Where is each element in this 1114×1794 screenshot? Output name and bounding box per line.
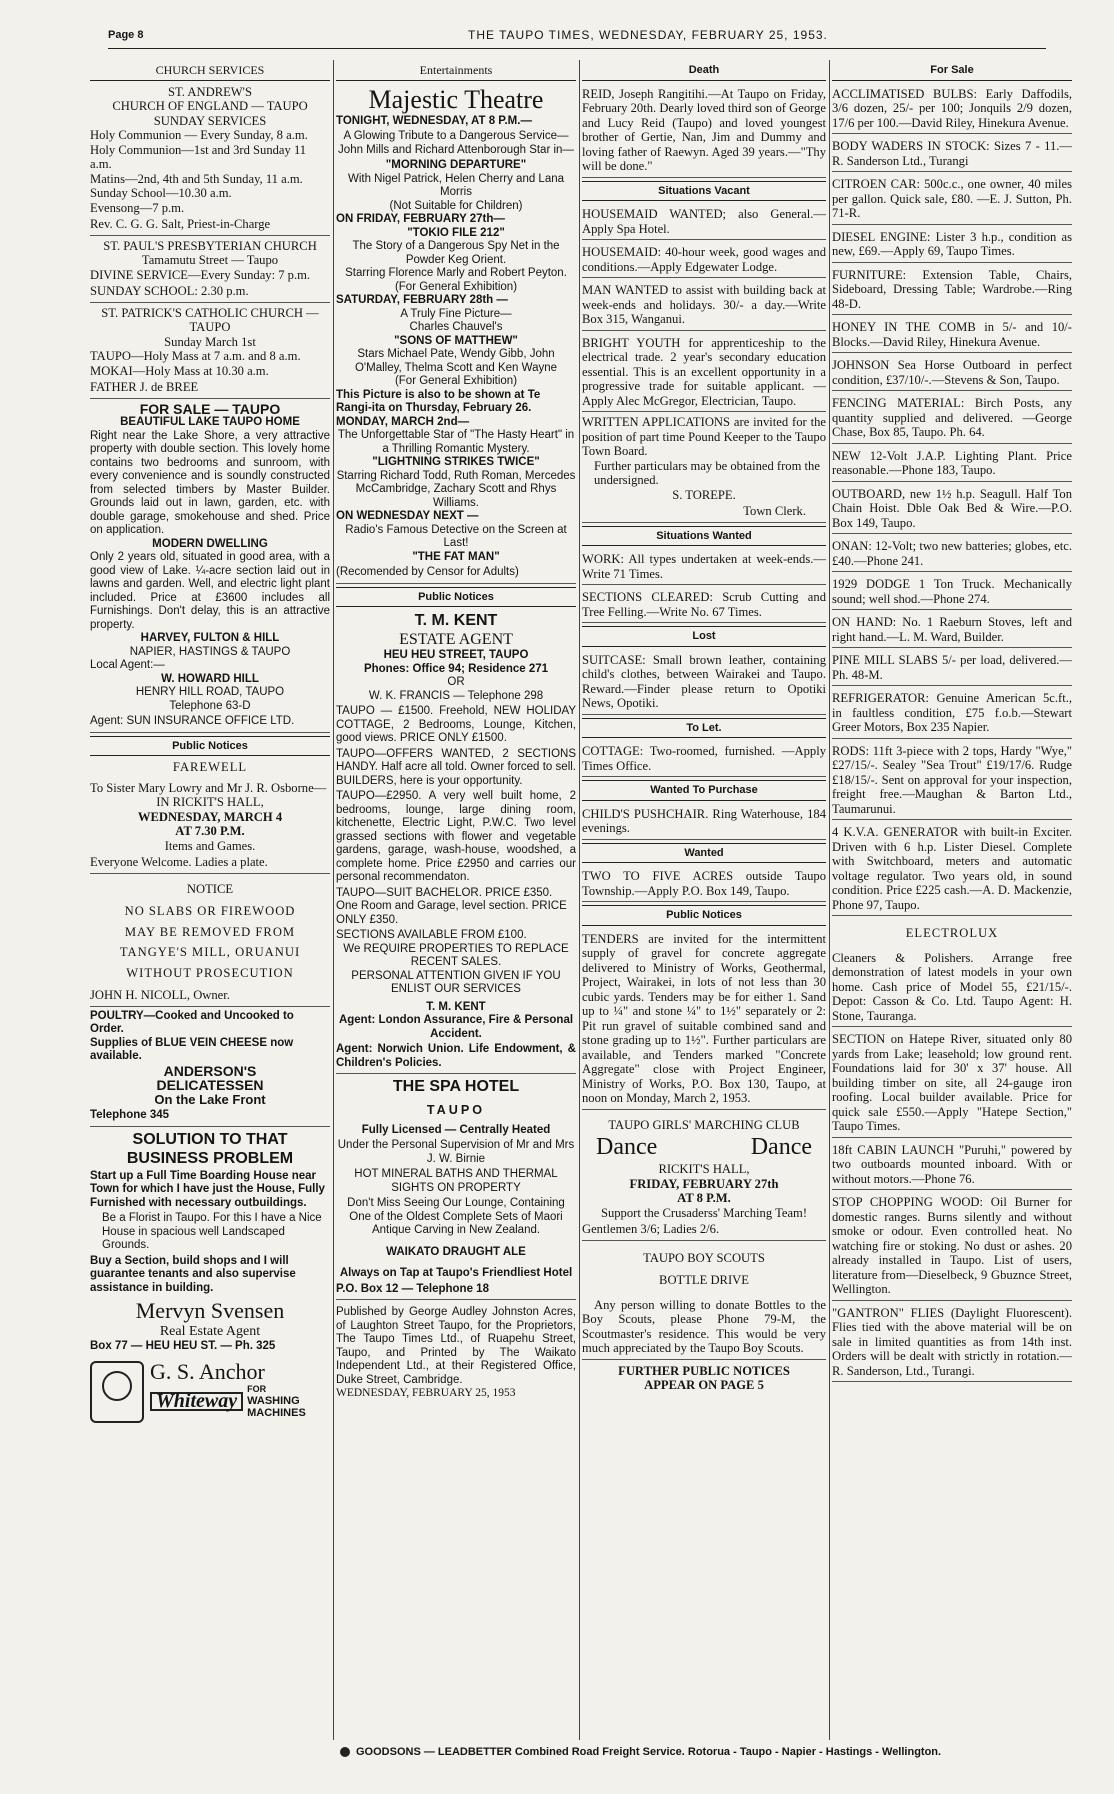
property-listing: PERSONAL ATTENTION GIVEN IF YOU ENLIST OUR SERVICES [351, 969, 561, 995]
dance-heading: Dance [596, 1134, 658, 1160]
film-blurb: A Truly Fine Picture— [400, 307, 512, 320]
property-listing: We REQUIRE PROPERTIES TO REPLACE RECENT SALES. [343, 942, 569, 968]
logo-text: FOR [247, 1384, 267, 1395]
agent-label: Local Agent:— [90, 659, 165, 671]
service-line: Evensong—7 p.m. [90, 200, 185, 215]
agent-or: OR [447, 676, 465, 688]
insurance-agent: Agent: Norwich Union. Life Endowment, & Children's Policies. [336, 1041, 576, 1074]
section-heading: Situations Vacant [582, 181, 826, 202]
classified-ad: PINE MILL SLABS 5/- per load, delivered.—Ph. 48-M. [832, 651, 1072, 686]
hotel-name: THE SPA HOTEL [392, 1078, 520, 1095]
hotel-location: TAUPO [426, 1103, 486, 1117]
column-divider [829, 60, 830, 1740]
agent-title: Real Estate Agent [159, 1324, 261, 1339]
insurance-agent: Agent: London Assurance, Fire & Personal Accident. [338, 1014, 574, 1040]
church-name: ST. ANDREW'S [168, 84, 252, 99]
column-divider [333, 60, 334, 1740]
deli-phone: Telephone 345 [90, 1107, 330, 1127]
film-blurb: A Glowing Tribute to a Dangerous Service—John Mills and Richard Attenborough Star in— [338, 130, 574, 156]
church-name: ST. PAUL'S PRESBYTERIAN CHURCH [103, 238, 317, 253]
death-notice: REID, Joseph Rangitihi.—At Taupo on Friday, February 20th. Dearly loved third son of George and Lucy Reid (Taupo) and loved youngest brother of Gertie, Nan, Jim and Dummy and loving father of Raewyn. Aged 39 years.—"Thy will be done." [582, 85, 826, 178]
classified-ad: SECTIONS CLEARED: Scrub Cutting and Tree Felling.—Write No. 67 Times. [582, 588, 826, 623]
agent-name: W. HOWARD HILL [161, 672, 259, 685]
property-listing: SECTIONS AVAILABLE FROM £100. [336, 929, 527, 941]
service-line: MOKAI—Holy Mass at 10.30 a.m. [90, 363, 269, 378]
classified-ad: COTTAGE: Two-roomed, furnished. —Apply Times Office. [582, 742, 826, 777]
bottle-drive-text: Any person willing to donate Bottles to the Boy Scouts, please Phone 79-M, the Scoutmaster's residence. This would be very much appreciated by the Taupo Boy Scouts. [582, 1296, 826, 1360]
agent-title: ESTATE AGENT [399, 631, 513, 648]
film-title: "SONS OF MATTHEW" [394, 334, 518, 347]
column-divider [579, 60, 580, 1740]
property-subheading: MODERN DWELLING [152, 537, 268, 550]
classified-ad: OUTBOARD, new 1½ h.p. Seagull. Half Ton Chain Hoist. Dble Oak Bed & Wire.—P.O. Box 149, Taupo. [832, 485, 1072, 535]
classified-ad: WORK: All types undertaken at week-ends.—Write 71 Times. [582, 550, 826, 585]
insurance-agent: Agent: SUN INSURANCE OFFICE LTD. [90, 713, 330, 733]
property-description: Only 2 years old, situated in good area, with a good view of Lake. ¼-acre section laid out in lawns and garden. Well, and electric light plant included. Price at £3600 includes all Furnishings. Don't delay, this is an attractive property. [90, 551, 330, 631]
classified-ad: FURNITURE: Extension Table, Chairs, Sideboard, Dressing Table; Wardrobe.—Ring 48-D. [832, 266, 1072, 316]
property-listing: TAUPO—OFFERS WANTED, 2 SECTIONS HANDY. Half acre all told. Owner forced to sell. BUILDERS, here is your opportunity. [336, 747, 576, 787]
classified-ad: SUITCASE: Small brown leather, containing child's clothes, between Wairakei and Taupo. Reward.—Finder please return to Opotiki News, Opotiki. [582, 651, 826, 715]
hotel-tagline: Always on Tap at Taupo's Friendliest Hotel [339, 1267, 573, 1279]
film-title: "LIGHTNING STRIKES TWICE" [372, 456, 540, 468]
section-heading: Public Notices [582, 905, 826, 926]
classified-ad: SECTION on Hatepe River, situated only 80 yards from Lake; leasehold; low ground rent. Foundations laid for 30' x 37' house. All building timber on site, all 24-gauge iron roofing. Local builder available. Price for quick sale £550.—Apply "Hatepe Section," Taupo Times. [832, 1030, 1072, 1138]
column-church-and-notices [90, 58, 330, 1738]
film-blurb: The Unforgettable Star of "The Hasty Heart" in a Thrilling Romantic Mystery. [337, 429, 575, 455]
whiteway-logo: Whiteway [150, 1392, 243, 1411]
film-rating: (For General Exhibition) [394, 280, 518, 293]
classified-ad: 4 K.V.A. GENERATOR with built-in Exciter. Driven with 6 h.p. Lister Diesel. Complete with Switchboard, meters and automatic voltage regulator. Two years old, in sound condition. Price £225 cash.—A. D. Mackenzie, Phone 97, Taupo. [832, 823, 1072, 916]
classified-ad: 1929 DODGE 1 Ton Truck. Mechanically sound; well shod.—Phone 274. [832, 575, 1072, 610]
film-blurb: Radio's Famous Detective on the Screen at Last! [345, 523, 567, 549]
page-header [108, 26, 1046, 48]
deli-name: DELICATESSEN [156, 1077, 264, 1093]
classified-ad: ACCLIMATISED BULBS: Early Daffodils, 3/6 dozen, 25/- per 100; Jonquils 2/9 dozen, 17/6 per 100.—David Riley, Hinekura Avenue. [832, 85, 1072, 135]
classified-ad: ON HAND: No. 1 Raeburn Stoves, left and right hand.—L. M. Ward, Builder. [832, 613, 1072, 648]
farewell-venue: IN RICKIT'S HALL, [156, 795, 264, 809]
classified-ad: WRITTEN APPLICATIONS are invited for the position of part time Pound Keeper to the Taupo Town Board. [582, 415, 826, 458]
for-sale-list [832, 85, 1072, 917]
notice-line: WITHOUT PROSECUTION [126, 965, 294, 980]
classified-ad: 18ft CABIN LAUNCH "Puruhi," powered by two outboards mounted inboard. With or without motors.—Phone 76. [832, 1141, 1072, 1191]
section-heading: Wanted To Purchase [582, 780, 826, 801]
column-entertainments [336, 58, 576, 1738]
film-cast: Stars Michael Pate, Wendy Gibb, John O'Malley, Thelma Scott and Ken Wayne [354, 348, 558, 374]
agent-address: HEU HEU STREET, TAUPO [383, 649, 529, 661]
bullet-icon [340, 1747, 350, 1757]
business-heading: BUSINESS PROBLEM [126, 1149, 294, 1167]
dance-heading: Dance [750, 1134, 812, 1160]
agent-name: HARVEY, FULTON & HILL [140, 632, 280, 644]
classified-ad: HOUSEMAID: 40-hour week, good wages and conditions.—Apply Edgewater Lodge. [582, 243, 826, 278]
dance-venue: RICKIT'S HALL, [658, 1162, 750, 1176]
church-name: CHURCH OF ENGLAND — TAUPO [112, 99, 308, 113]
agent-signature: Mervyn Svensen [135, 1298, 285, 1323]
clerk-title: Town Clerk. [582, 502, 826, 523]
logo-text: MACHINES [247, 1407, 306, 1420]
service-date: Sunday March 1st [164, 334, 256, 349]
film-cast: Starring Florence Marly and Robert Peyton. [345, 267, 567, 279]
agent-locations: NAPIER, HASTINGS & TAUPO [129, 645, 291, 658]
classified-ad: FENCING MATERIAL: Birch Posts, any quantity supplied and delivered. —George Chase, Box 85, Taupo. Ph. 64. [832, 394, 1072, 444]
hotel-features: HOT MINERAL BATHS AND THERMAL SIGHTS ON PROPERTY [354, 1168, 558, 1194]
classified-ad: Further particulars may be obtained from the undersigned. [594, 458, 820, 487]
services-heading: SUNDAY SERVICES [153, 113, 267, 128]
business-text: Be a Florist in Taupo. For this I have a Nice House in spacious well Landscaped Grounds. [102, 1212, 322, 1251]
classified-ad: JOHNSON Sea Horse Outboard in perfect condition, £37/10/-.—Stevens & Son, Taupo. [832, 356, 1072, 391]
business-heading: SOLUTION TO THAT [132, 1130, 288, 1148]
section-heading: To Let. [582, 718, 826, 739]
section-heading: Entertainments [336, 61, 576, 81]
footer-text: GOODSONS — LEADBETTER Combined Road Freight Service. Rotorua - Taupo - Napier - Hastings - Wellington. [356, 1746, 942, 1758]
dance-support: Support the Crusaderss' Marching Team! [600, 1205, 808, 1220]
column-classifieds [582, 58, 826, 1738]
section-heading: CHURCH SERVICES [90, 61, 330, 81]
section-heading: Wanted [582, 843, 826, 864]
section-heading: Situations Wanted [582, 526, 826, 547]
film-title: "TOKIO FILE 212" [407, 226, 505, 239]
bottle-drive-heading: BOTTLE DRIVE [659, 1273, 749, 1287]
property-listing: TAUPO — £1500. Freehold, NEW HOLIDAY COTTAGE, 2 Bedrooms, Lounge, Kitchen, good views. PRICE ONLY £1500. [336, 705, 576, 744]
scouts-name: TAUPO BOY SCOUTS [643, 1250, 765, 1265]
footer-banner [340, 1746, 1070, 1758]
deli-text: Supplies of BLUE VEIN CHEESE now available. [90, 1036, 294, 1062]
hotel-features: Fully Licensed — Centrally Heated [361, 1123, 551, 1136]
screening-note: This Picture is also to be shown at Te Rangi-ita on Thursday, February 26. [336, 388, 541, 414]
washing-machine-ad [90, 1358, 330, 1423]
service-line: DIVINE SERVICE—Every Sunday: 7 p.m. [90, 267, 311, 282]
film-cast: With Nigel Patrick, Helen Cherry and Lana Morris [347, 172, 565, 198]
property-listing: TAUPO—SUIT BACHELOR. PRICE £350. One Room and Garage, level section. PRICE ONLY £350. [336, 886, 567, 926]
further-notices: APPEAR ON PAGE 5 [644, 1378, 764, 1392]
dance-prices: Gentlemen 3/6; Ladies 2/6. [582, 1220, 826, 1241]
church-address: Tamamutu Street — Taupo [141, 253, 279, 267]
classified-ad: RODS: 11ft 3-piece with 2 tops, Hardy "Wye," £27/15/-. Sealey "Sea Trout" £19/17/6. Rudge £18/15/-. Sent on approval for your inspection, freight free.—Maughan & Barton Ltd., Taumarunui. [832, 742, 1072, 821]
farewell-date: WEDNESDAY, MARCH 4 [137, 809, 283, 824]
classified-ad: "GANTRON" FLIES (Daylight Fluorescent). Flies tied with the above material will be on sale in limited quantities as from 14th inst. Orders will be dealt with strictly in rotation.—R. Sanderson, Ltd., Turangi. [832, 1304, 1072, 1383]
deli-text: POULTRY—Cooked and Uncooked to Order. [90, 1009, 294, 1035]
classified-ad: TWO TO FIVE ACRES outside Taupo Township.—Apply P.O. Box 149, Taupo. [582, 867, 826, 902]
section-heading: Death [582, 61, 826, 81]
film-title: "THE FAT MAN" [412, 550, 500, 563]
farewell-text: Items and Games. [164, 838, 256, 853]
notice-heading: NOTICE [186, 881, 234, 896]
agent-phones: Phones: Office 94; Residence 271 [363, 662, 549, 675]
farewell-heading: FAREWELL [172, 760, 248, 774]
for-sale-subheading: BEAUTIFUL LAKE TAUPO HOME [120, 416, 300, 428]
deli-location: On the Lake Front [154, 1091, 266, 1107]
classified-ad: BRIGHT YOUTH for apprenticeship to the electrical trade. 2 year's secondary education essential. This is an excellent opportunity in a progressive trade for suitable applicant. —Apply Alec McGregor, Electrician, Taupo. [582, 334, 826, 413]
classified-ad: ONAN: 12-Volt; two new batteries; globes, etc. £40.—Phone 241. [832, 537, 1072, 572]
agent-name: T. M. KENT [426, 1000, 486, 1013]
business-text: Start up a Full Time Boarding House near Town for which I have just the House, Fully Furnished with necessary outbuildings. [90, 1169, 325, 1209]
section-heading: Public Notices [336, 587, 576, 608]
service-line: SUNDAY SCHOOL: 2.30 p.m. [90, 282, 330, 303]
classified-ad: NEW 12-Volt J.A.P. Lighting Plant. Price reasonable.—Phone 183, Taupo. [832, 447, 1072, 482]
header-rule [108, 48, 1046, 49]
retailer-name: G. S. Anchor [150, 1358, 265, 1384]
column-for-sale [832, 58, 1072, 1738]
dance-time: AT 8 P.M. [677, 1191, 731, 1205]
dance-date: FRIDAY, FEBRUARY 27th [629, 1176, 779, 1191]
film-blurb: The Story of a Dangerous Spy Net in the Powder Keg Orient. [352, 240, 560, 266]
masthead: THE TAUPO TIMES, WEDNESDAY, FEBRUARY 25, 1953. [468, 28, 828, 42]
classified-ad: DIESEL ENGINE: Lister 3 h.p., condition as new, £69.—Apply 69, Taupo Times. [832, 228, 1072, 263]
classified-ad: STOP CHOPPING WOOD: Oil Burner for domestic ranges. Burns silently and without smoke or odour. Even controlled heat. No watching fire or stoking. No dust or ashes. 20 already installed in Taupo. List of users, literature from—Dieselbeck, 9 Gbuznce Street, Wellington. [832, 1193, 1072, 1301]
clerk-name: S. TOREPE. [672, 487, 736, 502]
film-title: "MORNING DEPARTURE" [385, 159, 527, 171]
notice-signature: JOHN H. NICOLL, Owner. [90, 986, 330, 1007]
film-rating: (For General Exhibition) [394, 375, 518, 387]
farewell-text: To Sister Mary Lowry and Mr J. R. Osborne— [90, 780, 327, 795]
business-text: Buy a Section, build shops and I will guarantee tenants and also supervise assistance in building. [90, 1254, 296, 1294]
service-line: Sunday School—10.30 a.m. [90, 186, 232, 200]
classified-ad: REFRIGERATOR: Genuine American 5c.ft., in faultless condition, £75 f.o.b.—Stewart Greer Motors, Box 235 Napier. [832, 689, 1072, 739]
electrolux-heading: ELECTROLUX [905, 926, 999, 940]
film-blurb: Charles Chauvel's [409, 321, 503, 333]
showtime: TONIGHT, WEDNESDAY, AT 8 P.M.— [336, 114, 532, 127]
hotel-ale: WAIKATO DRAUGHT ALE [386, 1245, 526, 1258]
theatre-name: Majestic Theatre [368, 84, 544, 114]
agent-name: T. M. KENT [414, 612, 498, 629]
film-rating: (Not Suitable for Children) [389, 199, 523, 212]
agent-contact: Box 77 — HEU HEU ST. — Ph. 325 [90, 1339, 276, 1352]
showtime: ON WEDNESDAY NEXT — [336, 510, 479, 522]
hotel-contact: P.O. Box 12 — Telephone 18 [336, 1281, 576, 1301]
farewell-text: Everyone Welcome. Ladies a plate. [90, 853, 330, 874]
classified-ad: HONEY IN THE COMB in 5/- and 10/- Blocks.—David Riley, Hinekura Avenue. [832, 318, 1072, 353]
classified-ad: MAN WANTED to assist with building back at week-ends and holidays. 30/- a day.—Write Box 315, Wanganui. [582, 281, 826, 331]
electrolux-text: Cleaners & Polishers. Arrange free demonstration of latest models in your own home. Cash price of Model 55, £21/15/-. Depot: Casson & Co. Ltd. Taupo Agent: H. Stone, Tauranga. [832, 949, 1072, 1028]
hotel-supervision: Under the Personal Supervision of Mr and Mrs J. W. Birnie [337, 1139, 575, 1165]
imprint-date: WEDNESDAY, FEBRUARY 25, 1953 [336, 1387, 516, 1399]
showtime: ON FRIDAY, FEBRUARY 27th— [336, 213, 505, 225]
showtime: SATURDAY, FEBRUARY 28th — [336, 294, 508, 306]
hotel-lounge: Don't Miss Seeing Our Lounge, Containing One of the Oldest Complete Sets of Maori Antique Carving in New Zealand. [347, 1197, 565, 1236]
agent-alt: W. K. FRANCIS — Telephone 298 [368, 689, 544, 702]
film-cast: Starring Richard Todd, Ruth Roman, Mercedes McCambridge, Zachary Scott and Rhys Williams. [336, 469, 576, 509]
section-heading: Lost [582, 626, 826, 647]
farewell-time: AT 7.30 P.M. [175, 824, 245, 838]
washing-machine-icon [90, 1361, 144, 1423]
section-heading: For Sale [832, 61, 1072, 81]
priest-line: FATHER J. de BREE [90, 378, 330, 399]
priest-line: Rev. C. G. G. Salt, Priest-in-Charge [90, 215, 330, 236]
page-number: Page 8 [108, 29, 144, 41]
property-listing: TAUPO—£2950. A very well built home, 2 bedrooms, lounge, large dining room, kitchenette, Electric Light, P.W.C. Two level grassed sections with flower and vegetable gardens, garage, wash-house, woodshed, a complete home. Price £2950 and carries our personal recommendaton. [336, 790, 576, 883]
for-sale-heading: FOR SALE — TAUPO [139, 400, 281, 417]
church-name: ST. PATRICK'S CATHOLIC CHURCH — TAUPO [101, 305, 319, 334]
publisher-imprint: Published by George Audley Johnston Acres, of Laughton Street Taupo, for the Proprietors, The Taupo Times Ltd., of Ruapehu Street, Taupo, and Printed by The Waikato Independent Ltd., at their Registered Office, Duke Street, Cambridge. [336, 1306, 576, 1386]
notice-line: NO SLABS OR FIREWOOD [124, 904, 296, 918]
service-line: TAUPO—Holy Mass at 7 a.m. and 8 a.m. [90, 349, 301, 363]
deli-name: ANDERSON'S [163, 1062, 257, 1079]
film-rating: (Recomended by Censor for Adults) [336, 564, 576, 584]
classified-ad: BODY WADERS IN STOCK: Sizes 7 - 11.—R. Sanderson Ltd., Turangi [832, 137, 1072, 172]
classified-ad: HOUSEMAID WANTED; also General.—Apply Spa Hotel. [582, 205, 826, 240]
property-description: Right near the Lake Shore, a very attractive property with double section. This lovely home contains two bedrooms and sunroom, with every convenience and is soundly constructed from selected timbers by Master Builder. Grounds laid out in lawn, garden, etc. with double garage, smokehouse and shed. Price on application. [90, 429, 330, 536]
club-name: TAUPO GIRLS' MARCHING CLUB [608, 1117, 800, 1132]
for-sale-list [832, 1030, 1072, 1382]
logo-text: WASHING [247, 1395, 300, 1408]
classified-ad: CHILD'S PUSHCHAIR. Ring Waterhouse, 184 evenings. [582, 805, 826, 840]
service-line: Matins—2nd, 4th and 5th Sunday, 11 a.m. [90, 171, 303, 186]
agent-address: HENRY HILL ROAD, TAUPO [135, 686, 285, 698]
showtime: MONDAY, MARCH 2nd— [336, 415, 470, 428]
agent-phone: Telephone 63-D [169, 699, 251, 712]
further-notices: FURTHER PUBLIC NOTICES [618, 1363, 790, 1378]
notice-line: TANGYE'S MILL, ORUANUI [119, 945, 301, 959]
notice-line: MAY BE REMOVED FROM [124, 924, 296, 939]
service-line: Holy Communion—1st and 3rd Sunday 11 a.m. [90, 142, 307, 171]
section-heading: Public Notices [90, 736, 330, 757]
classified-ad: CITROEN CAR: 500c.c., one owner, 40 miles per gallon. Quick sale, £80. —E. J. Sutton, Ph. 71-R. [832, 175, 1072, 225]
service-line: Holy Communion — Every Sunday, 8 a.m. [90, 128, 308, 142]
tender-notice: TENDERS are invited for the intermittent supply of gravel for concrete aggregate delivered to Ministry of Works, Geothermal, Project, Wairakei, in lots of not less than 30 cubic yards. Tenders may be for either 1. Sand up to ¼" and stone ¼" to 1½" separately or 2: Pit run gravel of suitable combined sand and stone grading up to 1½". Further particulars are available, and Tenders marked "Concrete Aggregate" close with Project Engineer, Ministry of Works, P.O. Box 130, Taupo, at noon on Monday, March 2, 1953. [582, 930, 826, 1110]
